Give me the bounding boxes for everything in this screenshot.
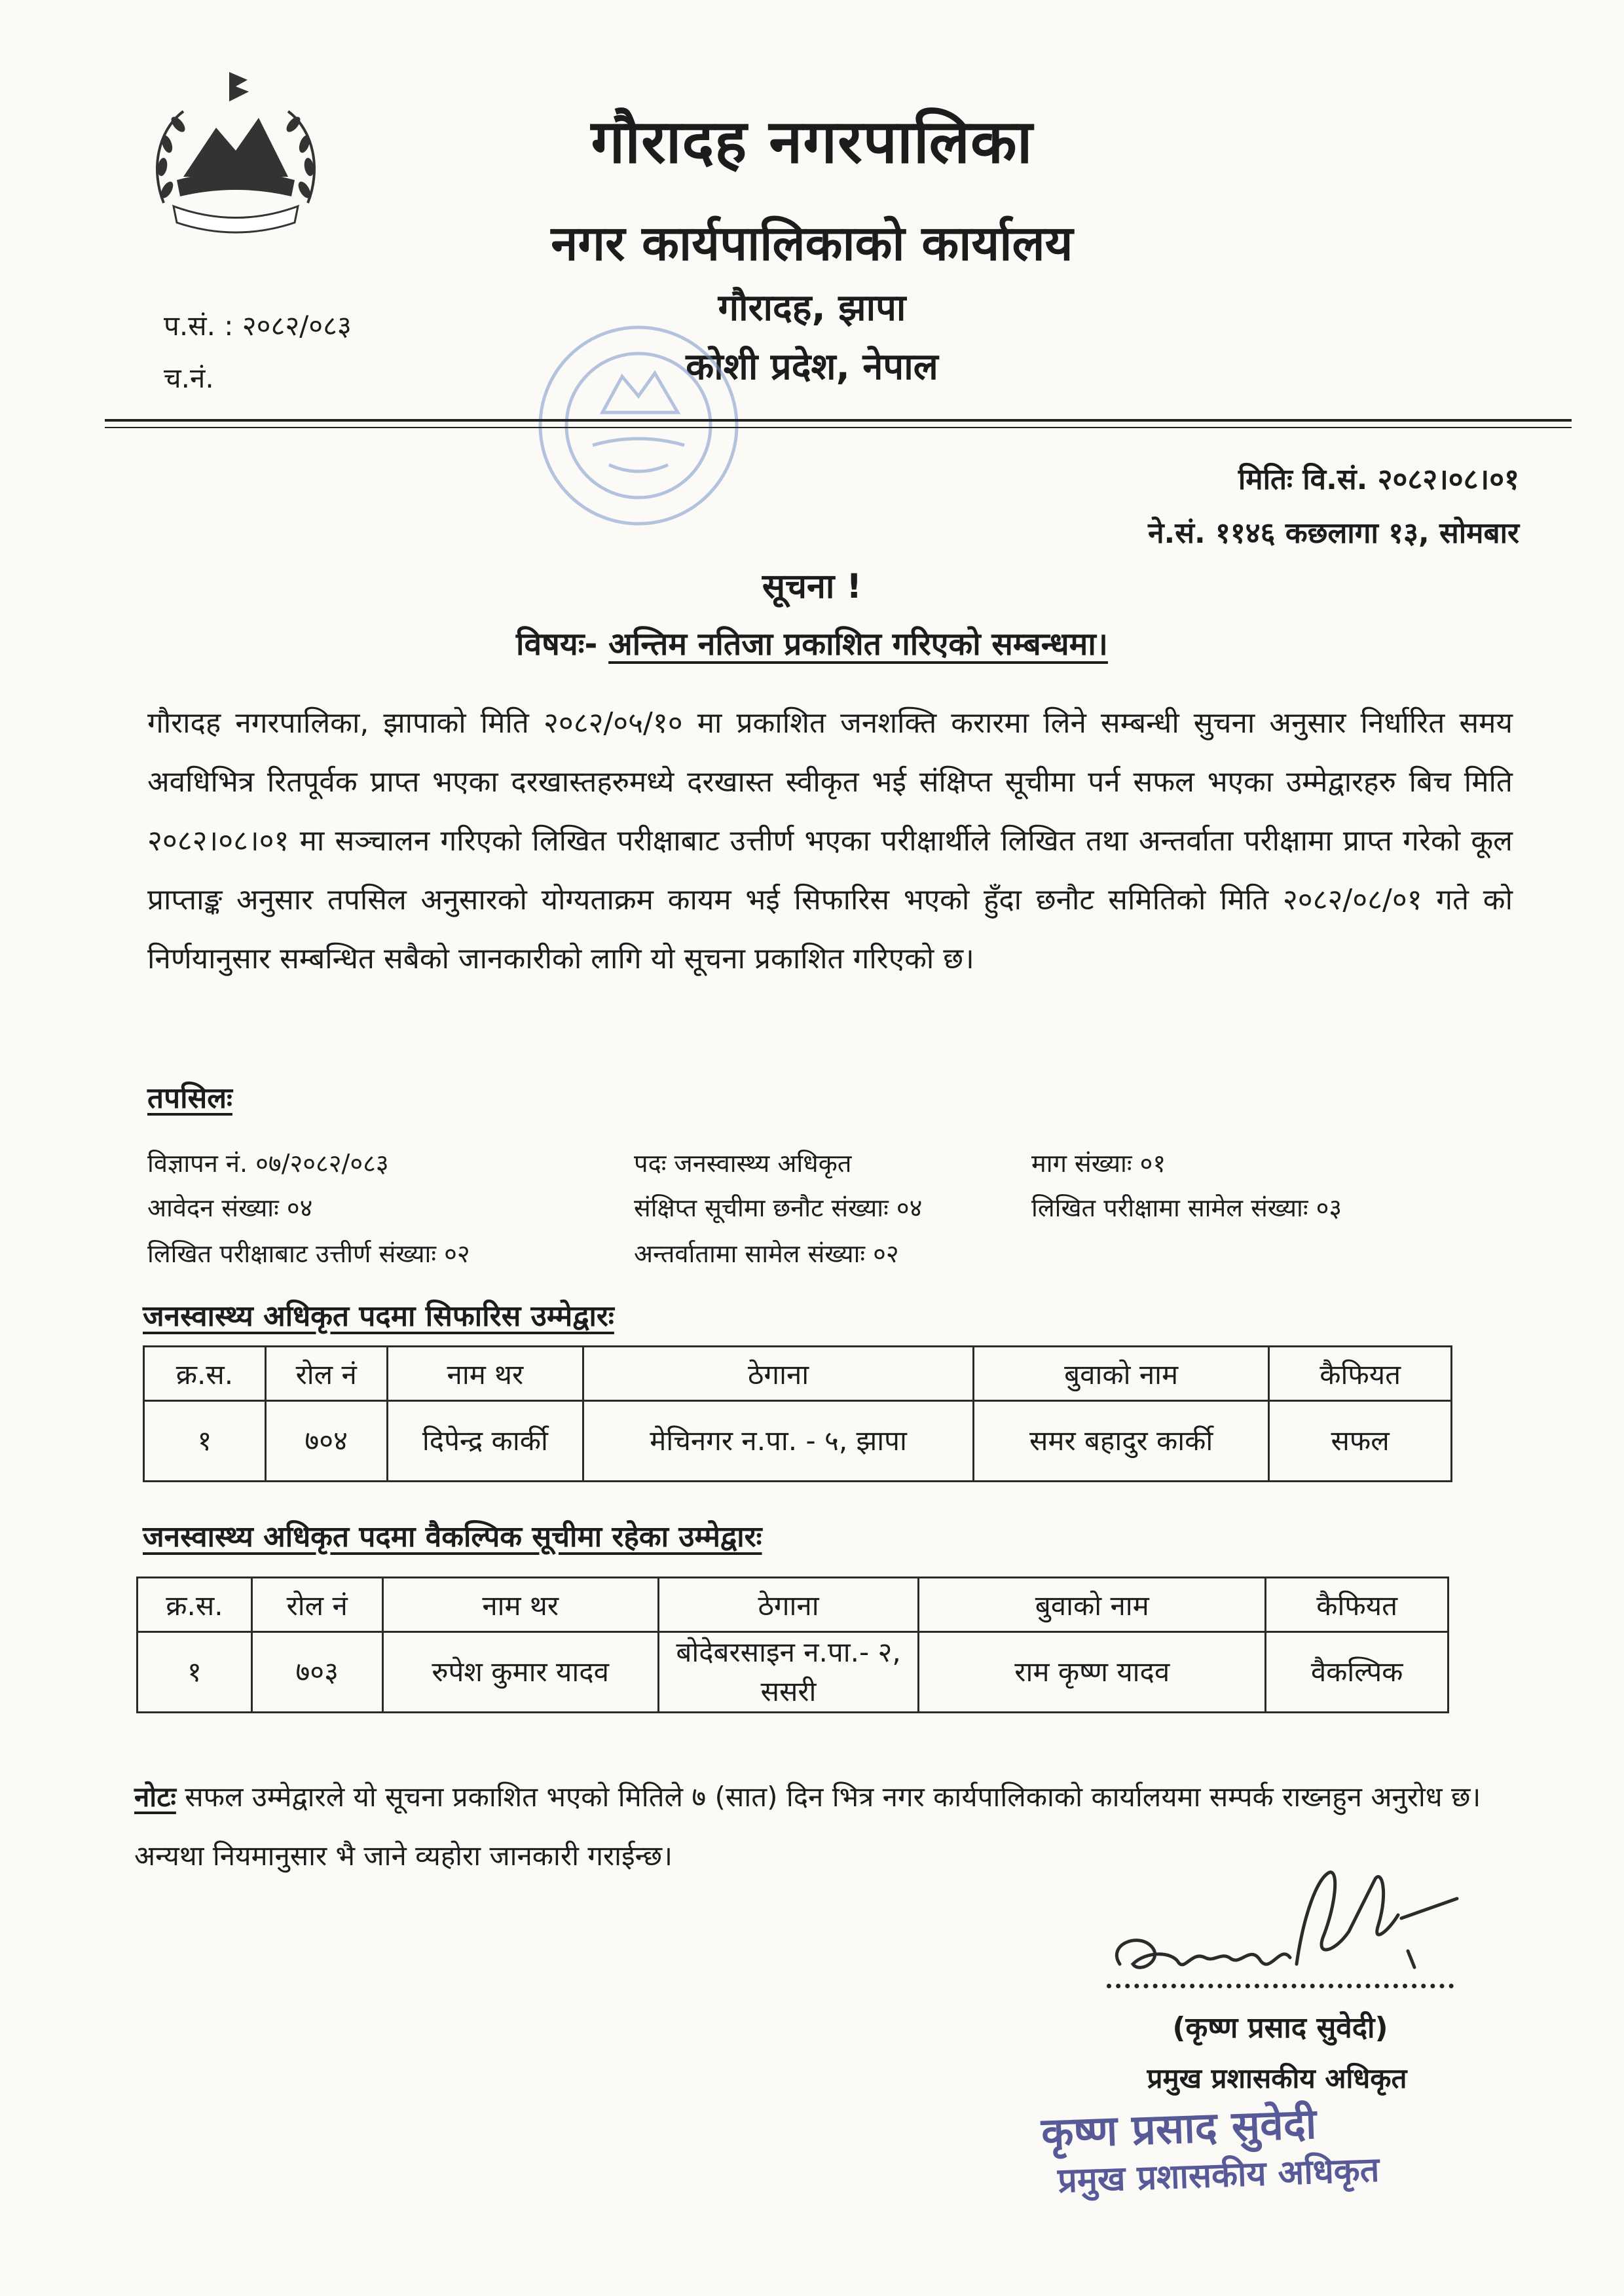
application-count: आवेदन संख्याः ०४ [147, 1194, 313, 1222]
chalani-number: च.नं. [164, 362, 214, 394]
written-attended-count: लिखित परीक्षामा सामेल संख्याः ०३ [1031, 1194, 1342, 1222]
col-roll: रोल नं [265, 1347, 387, 1401]
cell-serial: १ [138, 1632, 252, 1713]
written-passed-count: लिखित परीक्षाबाट उत्तीर्ण संख्याः ०२ [147, 1239, 470, 1268]
recommended-heading: जनस्वास्थ्य अधिकृत पदमा सिफारिस उम्मेद्वारः [143, 1300, 614, 1333]
interview-attended-count: अन्तर्वातामा सामेल संख्याः ०२ [634, 1239, 899, 1268]
col-serial: क्र.स. [144, 1347, 266, 1401]
table-row [138, 1632, 1449, 1713]
date-bs: मितिः वि.सं. २०८२।०८।०१ [1238, 463, 1519, 496]
col-address: ठेगाना [583, 1347, 974, 1401]
cell-roll: ७०३ [251, 1632, 382, 1713]
col-name: नाम थर [382, 1578, 658, 1632]
recommended-table [143, 1345, 1452, 1482]
col-roll: रोल नं [251, 1578, 382, 1632]
reference-number: प.सं. : २०८२/०८३ [164, 310, 352, 342]
cell-serial: १ [144, 1401, 266, 1482]
cell-address: बोदेबरसाइन न.पा.- २, ससरी [658, 1632, 919, 1713]
table-row [144, 1401, 1452, 1482]
signatory-designation: प्रमुख प्रशासकीय अधिकृत [1147, 2062, 1407, 2094]
date-nepal-sambat: ने.सं. ११४६ कछलागा १३, सोमबार [1148, 517, 1519, 550]
office-name: नगर कार्यपालिकाको कार्यालय [551, 215, 1073, 272]
org-name: गौरादह नगरपालिका [591, 107, 1033, 177]
shortlist-count: संक्षिप्त सूचीमा छनौट संख्याः ०४ [634, 1194, 923, 1222]
cell-roll: ७०४ [265, 1401, 387, 1482]
advertisement-number: विज्ञापन नं. ०७/२०८२/०८३ [147, 1149, 389, 1178]
col-remarks: कैफियत [1269, 1347, 1452, 1401]
notice-body: गौरादह नगरपालिका, झापाको मिति २०८२/०५/१० मा प्रकाशित जनशक्ति करारमा लिने सम्बन्धी सुचना अनुसार निर्धारित समय अवधिभित्र रितपूर्वक प्राप्त भएका दरखास्तहरुमध्ये दरखास्त स्वीकृत भई संक्षिप्त सूचीमा पर्न सफल भएका उम्मेद्वारहरु बिच मिति २०८२।०८।०१ मा सञ्चालन गरिएको लिखित परीक्षाबाट उत्तीर्ण भएका परीक्षार्थीले लिखित तथा अन्तर्वाता परीक्षामा प्राप्त गरेको कूल प्राप्ताङ्क अनुसार तपसिल अनुसारको योग्यताक्रम कायम भई सिफारिस भएको हुँदा छनौट समितिको मिति २०८२/०८/०१ गते को निर्णयानुसार सम्बन्धित सबैको जानकारीको लागि यो सूचना प्रकाशित गरिएको छ। [147, 706, 1513, 975]
office-seal-icon [530, 314, 747, 537]
cell-father-name: समर बहादुर कार्की [974, 1401, 1269, 1482]
col-remarks: कैफियत [1266, 1578, 1449, 1632]
cell-father-name: राम कृष्ण यादव [919, 1632, 1266, 1713]
address-line-1: गौरादह, झापा [718, 287, 906, 329]
cell-name: रुपेश कुमार यादव [382, 1632, 658, 1713]
subject-line [0, 622, 1624, 665]
subject-label: विषयः- [516, 626, 598, 663]
signature-dotted-line [1107, 1984, 1454, 1988]
cell-name: दिपेन्द्र कार्की [387, 1401, 583, 1482]
col-name: नाम थर [387, 1347, 583, 1401]
table-header-row [138, 1578, 1449, 1632]
alternate-table [136, 1576, 1449, 1713]
col-father-name: बुवाको नाम [919, 1578, 1266, 1632]
details-label: तपसिलः [147, 1082, 232, 1115]
post-name: पदः जनस्वास्थ्य अधिकृत [634, 1149, 852, 1178]
note-text: सफल उम्मेद्वारले यो सूचना प्रकाशित भएको मितिले ७ (सात) दिन भित्र नगर कार्यपालिकाको कार्यालयमा सम्पर्क राख्नहुन अनुरोध छ। अन्यथा नियमानुसार भै जाने व्यहोरा जानकारी गराईन्छ। [134, 1781, 1481, 1872]
stamp-designation: प्रमुख प्रशासकीय अधिकृत [1057, 2150, 1380, 2201]
table-header-row [144, 1347, 1452, 1401]
col-address: ठेगाना [658, 1578, 919, 1632]
alternate-heading: जनस्वास्थ्य अधिकृत पदमा वैकल्पिक सूचीमा रहेका उम्मेद्वारः [143, 1520, 762, 1554]
cell-address: मेचिनगर न.पा. - ५, झापा [583, 1401, 974, 1482]
header-rule-thick [105, 419, 1572, 422]
signatory-name: (कृष्ण प्रसाद सुवेदी) [1172, 2011, 1388, 2045]
cell-remarks: वैकल्पिक [1266, 1632, 1449, 1713]
col-serial: क्र.स. [138, 1578, 252, 1632]
stamp-name: कृष्ण प्रसाद सुवेदी [1040, 2100, 1318, 2159]
col-father-name: बुवाको नाम [974, 1347, 1269, 1401]
header-rule-thin [105, 427, 1572, 428]
cell-remarks: सफल [1269, 1401, 1452, 1482]
notice-title: सूचना ! [762, 567, 862, 606]
subject-text: अन्तिम नतिजा प्रकाशित गरिएको सम्बन्धमा। [608, 626, 1108, 663]
demand-count: माग संख्याः ०१ [1031, 1149, 1166, 1178]
note-label: नोटः [134, 1781, 176, 1813]
address-line-2: कोशी प्रदेश, नेपाल [686, 346, 938, 388]
